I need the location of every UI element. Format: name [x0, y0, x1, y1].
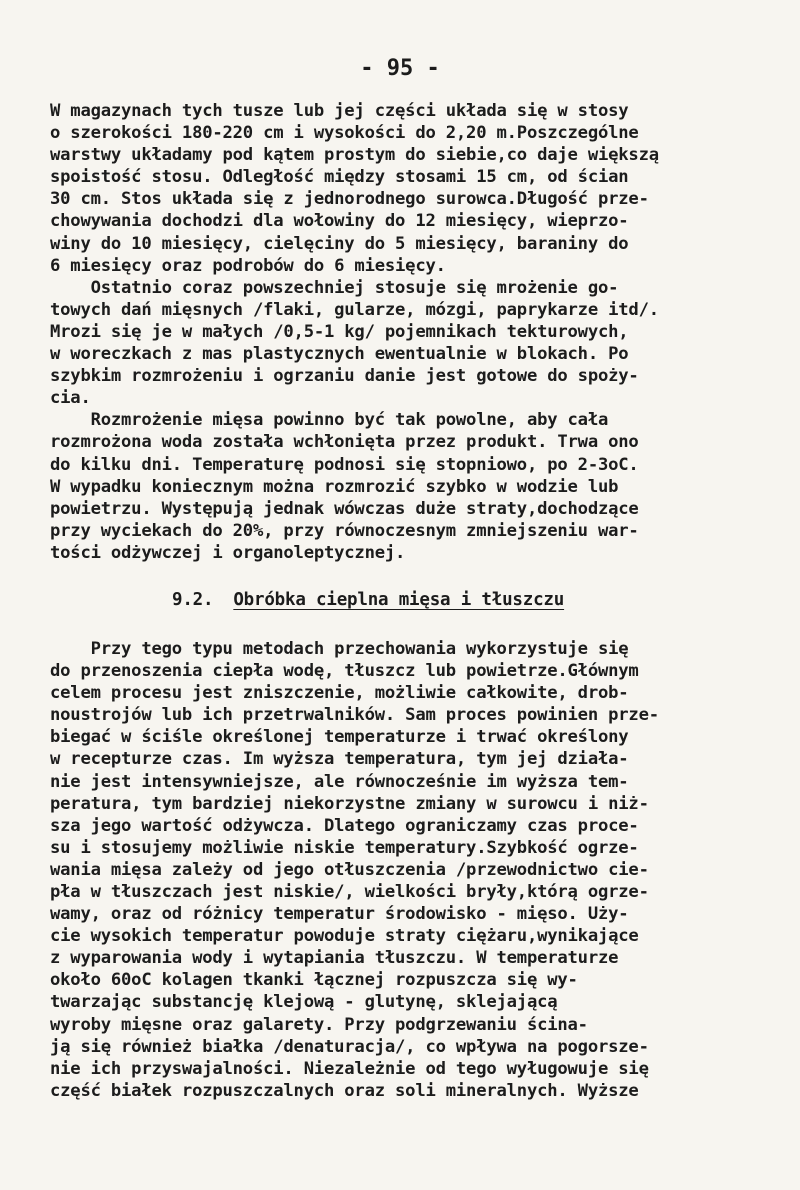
text-line: noustrojów lub ich przetrwalników. Sam proces powinien prze- [50, 705, 659, 726]
text-line: powietrzu. Występują jednak wówczas duże straty,dochodzące [50, 498, 639, 519]
text-line: Mrozi się je w małych /0,5-1 kg/ pojemnikach tekturowych, [50, 321, 629, 342]
text-after-heading [50, 638, 750, 1102]
text-line: winy do 10 miesięcy, cielęciny do 5 miesięcy, baraniny do [50, 233, 629, 254]
text-line: około 60oC kolagen tkanki łącznej rozpuszcza się wy- [50, 970, 578, 991]
paragraph [50, 409, 750, 564]
text-line: Rozmrożenie mięsa powinno być tak powolne, aby cała [50, 410, 609, 431]
text-line: tości odżywczej i organoleptycznej. [50, 542, 406, 563]
text-line: 30 cm. Stos układa się z jednorodnego surowca.Długość prze- [50, 189, 649, 210]
text-line: W wypadku koniecznym można rozmrozić szybko w wodzie lub [50, 476, 619, 497]
section-number: 9.2. [172, 589, 214, 610]
text-line: cia. [50, 388, 91, 409]
text-line: część białek rozpuszczalnych oraz soli mineralnych. Wyższe [50, 1080, 639, 1101]
text-line: Ostatnio coraz powszechniej stosuje się mrożenie go- [50, 277, 619, 298]
paragraph [50, 638, 750, 1102]
text-line: nie jest intensywniejsze, ale równocześnie im wyższa tem- [50, 771, 629, 792]
body-text [50, 100, 750, 1102]
text-line: do kilku dni. Temperaturę podnosi się stopniowo, po 2-3oC. [50, 454, 639, 475]
text-line: spoistość stosu. Odległość między stosami 15 cm, od ścian [50, 167, 629, 188]
text-line: do przenoszenia ciepła wodę, tłuszcz lub powietrze.Głównym [50, 661, 639, 682]
text-line: twarzając substancję klejową - glutynę, sklejającą [50, 992, 558, 1013]
text-line: wamy, oraz od różnicy temperatur środowisko - mięso. Uży- [50, 904, 629, 925]
text-line: pła w tłuszczach jest niskie/, wielkości bryły,którą ogrze- [50, 882, 649, 902]
text-line: rozmrożona woda została wchłonięta przez produkt. Trwa ono [50, 432, 639, 453]
text-line: szybkim rozmrożeniu i ogrzaniu danie jest gotowe do spoży- [50, 366, 639, 387]
text-line: wania mięsa zależy od jego otłuszczenia /przewodnictwo cie- [50, 859, 649, 880]
paragraph [50, 100, 750, 277]
section-title: Obróbka cieplna mięsa i tłuszczu [233, 589, 565, 610]
text-line: w woreczkach z mas plastycznych ewentualnie w blokach. Po [50, 344, 629, 365]
text-line: Przy tego typu metodach przechowania wykorzystuje się [50, 638, 629, 659]
text-line: celem procesu jest zniszczenie, możliwie całkowite, drob- [50, 683, 629, 704]
text-line: nie ich przyswajalności. Niezależnie od tego wyługowuje się [50, 1058, 649, 1079]
text-line: towych dań mięsnych /flaki, gularze, mózgi, paprykarze itd/. [50, 299, 659, 320]
text-line: cie wysokich temperatur powoduje straty ciężaru,wynikające [50, 926, 639, 947]
text-line: ją się również białka /denaturacja/, co wpływa na pogorsze- [50, 1036, 649, 1057]
text-line: chowywania dochodzi dla wołowiny do 12 miesięcy, wieprzo- [50, 211, 629, 232]
text-line: 6 miesięcy oraz podrobów do 6 miesięcy. [50, 255, 446, 276]
text-line: z wyparowania wody i wytapiania tłuszczu. W temperaturze [50, 948, 619, 969]
text-line: wyroby mięsne oraz galarety. Przy podgrzewaniu ścina- [50, 1014, 588, 1035]
text-line: W magazynach tych tusze lub jej części układa się w stosy [50, 101, 629, 121]
text-line: przy wyciekach do 20%, przy równoczesnym zmniejszeniu war- [50, 520, 639, 541]
text-line: su i stosujemy możliwie niskie temperatury.Szybkość ogrze- [50, 837, 639, 858]
section-heading [50, 589, 750, 613]
text-line: sza jego wartość odżywcza. Dlatego ograniczamy czas proce- [50, 815, 639, 836]
text-line: warstwy układamy pod kątem prostym do siebie,co daje większą [50, 145, 659, 166]
paragraph [50, 277, 750, 410]
page-number: - 95 - [360, 56, 440, 81]
text-line: o szerokości 180-220 cm i wysokości do 2,20 m.Poszczególne [50, 123, 639, 144]
text-line: w recepturze czas. Im wyższa temperatura, tym jej działa- [50, 749, 629, 770]
text-line: biegać w ściśle określonej temperaturze i trwać określony [50, 727, 629, 748]
text-before-heading [50, 100, 750, 564]
text-line: peratura, tym bardziej niekorzystne zmiany w surowcu i niż- [50, 793, 649, 814]
